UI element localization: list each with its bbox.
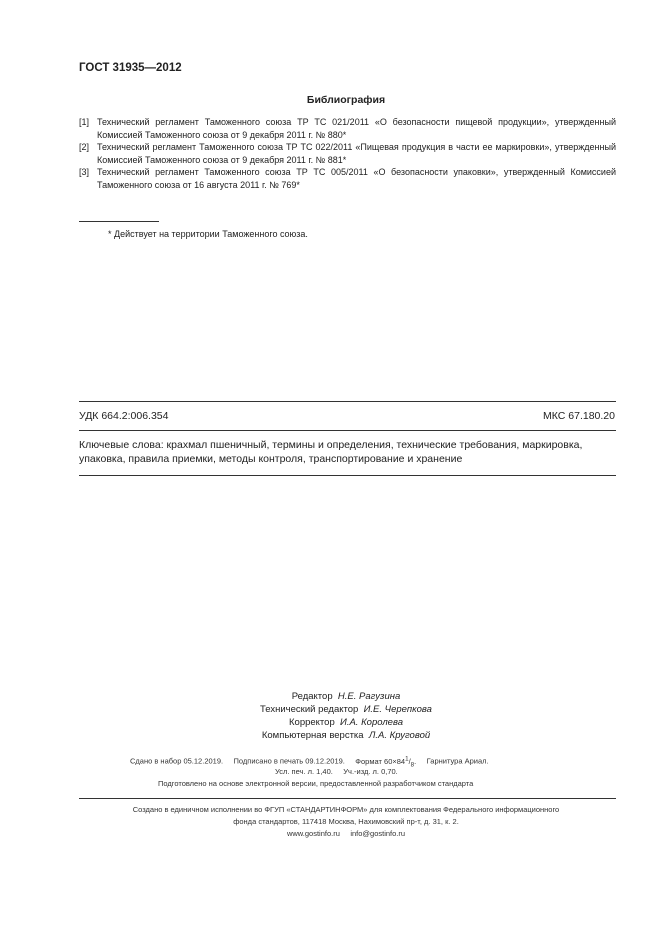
credit-label: Технический редактор [260, 704, 359, 715]
keywords-divider [79, 475, 616, 476]
print-sheets: Усл. печ. л. 1,40. [275, 767, 333, 776]
format-info: Формат $60\times 84^1/_8$. [355, 755, 417, 768]
bibliography-item-number: [1] [79, 117, 90, 127]
mks-code: МКС 67.180.20 [543, 410, 615, 422]
udk-divider [79, 430, 616, 431]
bibliography-item-text: Технический регламент Таможенного союза ТР ТС 021/2011 «О безопасности пищевой продукции», утвержденный Комиссией Таможенного союза от 9 декабря 2011 г. № 880* [97, 117, 616, 140]
bibliography-item [79, 141, 616, 166]
bibliography-item [79, 166, 616, 191]
publisher-line-2: фонда стандартов, 117418 Москва, Нахимовский пр-т, д. 31, к. 2. [233, 817, 459, 826]
publisher-website[interactable]: www.gostinfo.ru [286, 829, 340, 838]
footnote-divider [79, 221, 159, 222]
udk-code: УДК 664.2:006.354 [79, 410, 169, 422]
credit-name: И.Е. Черепкова [363, 704, 432, 715]
prepared-note: Подготовлено на основе электронной версии, предоставленной разработчиком стандарта [158, 779, 474, 788]
bibliography-item-text: Технический регламент Таможенного союза ТР ТС 022/2011 «Пищевая продукция в части ее маркировки», утвержденный Комиссией Таможенного союза от 9 декабря 2011 г. № 881* [97, 142, 616, 165]
bibliography-title: Библиография [306, 94, 386, 106]
publisher-contacts [0, 828, 661, 840]
top-divider [79, 401, 616, 402]
publisher-email[interactable]: info@gostinfo.ru [350, 829, 406, 838]
credit-tech-editor [0, 703, 661, 716]
print-line-2 [275, 767, 398, 776]
publisher-line-1: Создано в единичном исполнении во ФГУП «СТАНДАРТИНФОРМ» для комплектования Федерального информационного [132, 805, 560, 814]
bibliography-item-number: [3] [79, 167, 90, 177]
bibliography-item [79, 116, 616, 141]
standard-number: ГОСТ 31935—2012 [79, 62, 182, 74]
credits-block [0, 690, 661, 742]
signed-date: Подписано в печать 09.12.2019. [233, 756, 345, 766]
typeface-info: Гарнитура Ариал. [426, 756, 489, 766]
format-label: Формат 60×84 [355, 756, 406, 766]
credit-label: Редактор [291, 691, 333, 702]
credit-editor [0, 690, 661, 703]
publisher-sheets: Уч.-изд. л. 0,70. [343, 767, 398, 776]
credit-label: Корректор [289, 717, 335, 728]
format-denominator: 8 [410, 761, 415, 768]
credit-name: Л.А. Круговой [368, 730, 431, 741]
credit-label: Компьютерная верстка [261, 730, 364, 741]
credit-corrector [0, 716, 661, 729]
bibliography-item-text: Технический регламент Таможенного союза ТР ТС 005/2011 «О безопасности упаковки», утвержденный Комиссией Таможенного союза от 16 августа 2011 г. № 769* [97, 167, 616, 190]
bottom-divider [79, 798, 616, 799]
bibliography-item-number: [2] [79, 142, 90, 152]
footnote: * Действует на территории Таможенного союза. [108, 229, 308, 239]
keywords: Ключевые слова: крахмал пшеничный, термины и определения, технические требования, маркировка, упаковка, правила приемки, методы контроля, транспортирование и хранение [79, 439, 583, 465]
publisher-block [0, 804, 661, 840]
submitted-date: Сдано в набор 05.12.2019. [130, 756, 224, 766]
format-numerator: 1 [405, 755, 409, 762]
credit-layout [0, 729, 661, 742]
credit-name: Н.Е. Рагузина [337, 691, 401, 702]
credit-name: И.А. Королева [340, 717, 403, 728]
